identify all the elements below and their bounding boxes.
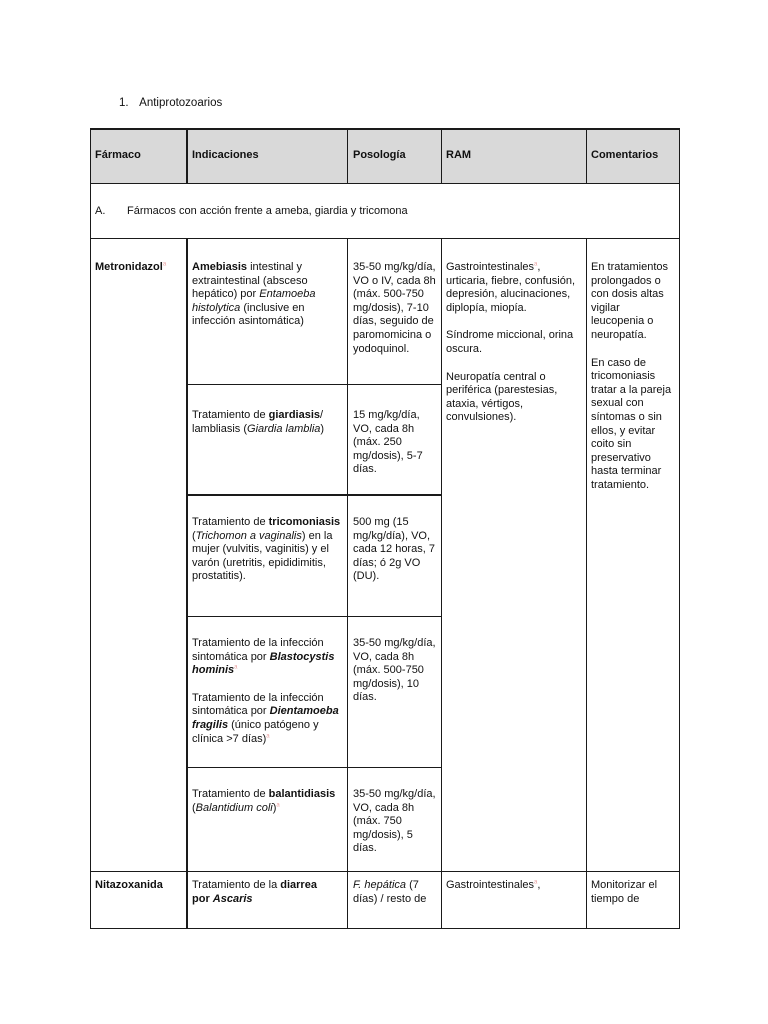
column-divider xyxy=(347,128,348,183)
pathogen-name: F. hepática xyxy=(353,879,407,891)
footnote-ref: a xyxy=(534,261,538,268)
header-comentarios: Comentarios xyxy=(591,148,659,161)
indication-tricomoniasis xyxy=(187,510,348,588)
footnote-ref: a xyxy=(534,879,538,886)
indication-text: (único patógeno y clínica >7 días) xyxy=(192,718,319,745)
heading-title: Antiprotozoarios xyxy=(139,97,223,109)
column-divider xyxy=(441,238,442,929)
indication-giardiasis xyxy=(187,403,348,440)
indication-text: Tratamiento de la infección sintomática por xyxy=(192,691,324,718)
table-border-right xyxy=(679,128,680,929)
column-divider xyxy=(347,871,348,929)
subrow-divider xyxy=(187,616,442,617)
header-posologia: Posología xyxy=(353,148,406,161)
dosage-text: (7 días) / resto de xyxy=(353,879,427,905)
footnote-ref: a xyxy=(162,261,167,268)
indication-term: tricomoniasis xyxy=(268,516,341,528)
indication-text: Tratamiento de la xyxy=(192,879,281,891)
indication-text: ) xyxy=(320,422,325,435)
footnote-ref: a xyxy=(276,801,280,808)
column-divider xyxy=(441,128,442,183)
ram-neuro: Neuropatía central o periférica (parestesias, ataxia, vértigos, convulsiones). xyxy=(446,370,558,424)
pathogen-name: Trichomon a vaginalis xyxy=(195,529,302,542)
drug-table xyxy=(90,128,680,929)
pathogen-name: Entamoeba histolytica xyxy=(192,288,316,314)
footnote-ref: a xyxy=(234,664,238,671)
section-title: Fármacos con acción frente a ameba, giardia y tricomona xyxy=(127,204,408,217)
dosage-blastocystis: 35-50 mg/kg/día, VO, cada 8h (máx. 500-750 mg/dosis), 10 días. xyxy=(353,637,436,704)
ram-text: , xyxy=(537,879,541,891)
dosage-amebiasis: 35-50 mg/kg/día, VO o IV, cada 8h (máx. 500-750 mg/dosis), 7-10 días, seguido de paromomicina o yodoquinol. xyxy=(353,261,436,355)
ram-general xyxy=(446,261,581,315)
column-divider xyxy=(347,238,348,871)
header-ram: RAM xyxy=(446,148,472,161)
comment-partner: En caso de tricomoniasis tratar a la pareja sexual con síntomas o sin ellos, y evitar coito sin preservativo hasta terminar tratamiento. xyxy=(591,356,672,491)
indication-text: Tratamiento de xyxy=(192,409,269,421)
indication-amebiasis xyxy=(187,256,348,333)
footnote-ref: a xyxy=(266,732,270,739)
indication-term: Amebiasis xyxy=(192,261,248,273)
indication-term: balantidiasis xyxy=(268,788,336,800)
indication-term: giardiasis xyxy=(268,409,320,421)
ram-label: Gastrointestinales xyxy=(446,261,535,273)
drug-name: Nitazoxanida xyxy=(95,879,163,891)
indication-term: diarrea xyxy=(280,879,317,891)
header-indicaciones: Indicaciones xyxy=(192,148,259,161)
indication-text: ( xyxy=(192,529,196,542)
indication-text: / lambliasis ( xyxy=(192,409,324,435)
table-border-bottom xyxy=(90,928,680,929)
ram-urinary: Síndrome miccional, orina oscura. xyxy=(446,329,574,355)
column-divider xyxy=(586,238,587,929)
subrow-divider xyxy=(187,494,442,496)
drug-name: Metronidazol xyxy=(95,261,163,273)
row-divider xyxy=(90,238,680,239)
section-row xyxy=(90,183,680,238)
pathogen-name: Blastocystis hominis xyxy=(192,650,335,677)
section-heading xyxy=(119,97,222,109)
indication-text: ) en la mujer (vulvitis, vaginitis) y el varón (uretritis, epididimitis, prostatitis). xyxy=(192,529,333,583)
indication-text: Tratamiento de xyxy=(192,788,269,800)
comment-monitoring: En tratamientos prolongados o con dosis altas vigilar leucopenia o neuropatía. xyxy=(591,261,669,341)
ram-nitazoxanida xyxy=(441,871,586,897)
ram-text: , urticaria, fiebre, confusión, depresión, alucinaciones, diplopía, miopía. xyxy=(446,261,576,314)
column-divider xyxy=(186,128,188,183)
indication-text: Tratamiento de la infección sintomática por xyxy=(192,637,324,663)
indication-text: (inclusive en infección asintomática) xyxy=(192,301,305,328)
row-divider xyxy=(90,871,680,872)
drug-name-metronidazol xyxy=(90,256,187,279)
header-farmaco: Fármaco xyxy=(95,148,141,161)
dosage-nitazoxanida xyxy=(348,871,441,910)
column-divider xyxy=(186,238,188,929)
indication-term: por xyxy=(192,892,213,905)
indication-dientamoeba xyxy=(192,692,343,746)
pathogen-name: Balantidium coli xyxy=(195,801,273,814)
indication-nitazoxanida xyxy=(187,871,348,910)
heading-number: 1. xyxy=(119,97,129,109)
indication-blastocystis xyxy=(192,637,343,678)
column-divider xyxy=(586,128,587,183)
drug-name-nitazoxanida xyxy=(90,871,187,897)
subrow-divider xyxy=(187,384,442,385)
indication-text: ( xyxy=(192,801,196,814)
subrow-divider xyxy=(187,767,442,768)
dosage-tricomoniasis: 500 mg (15 mg/kg/día), VO, cada 12 horas, 7 días; ó 2g VO (DU). xyxy=(353,516,435,583)
table-border-top xyxy=(90,128,680,130)
table-border-left xyxy=(90,128,91,929)
pathogen-name: Dientamoeba fragilis xyxy=(192,705,339,731)
ram-metronidazol xyxy=(441,256,586,429)
pathogen-name: Giardia lamblia xyxy=(247,422,321,435)
indication-text: intestinal y extraintestinal (absceso hepático) por xyxy=(192,261,308,301)
indication-balantidiasis xyxy=(187,782,348,819)
indication-text: Tratamiento de xyxy=(192,516,269,528)
ram-label: Gastrointestinales xyxy=(446,879,535,891)
comments-nitazoxanida: Monitorizar el tiempo de xyxy=(591,879,658,905)
dosage-giardiasis: 15 mg/kg/día, VO, cada 8h (máx. 250 mg/dosis), 5-7 días. xyxy=(353,409,423,476)
indication-blastocystis-dientamoeba xyxy=(187,631,348,750)
pathogen-name: Ascaris xyxy=(212,892,253,905)
indication-text: ) xyxy=(272,801,277,814)
comments-metronidazol xyxy=(586,256,680,497)
dosage-balantidiasis: 35-50 mg/kg/día, VO, cada 8h (máx. 750 mg/dosis), 5 días. xyxy=(353,788,436,855)
row-divider xyxy=(90,183,680,184)
section-letter: A. xyxy=(95,204,106,217)
